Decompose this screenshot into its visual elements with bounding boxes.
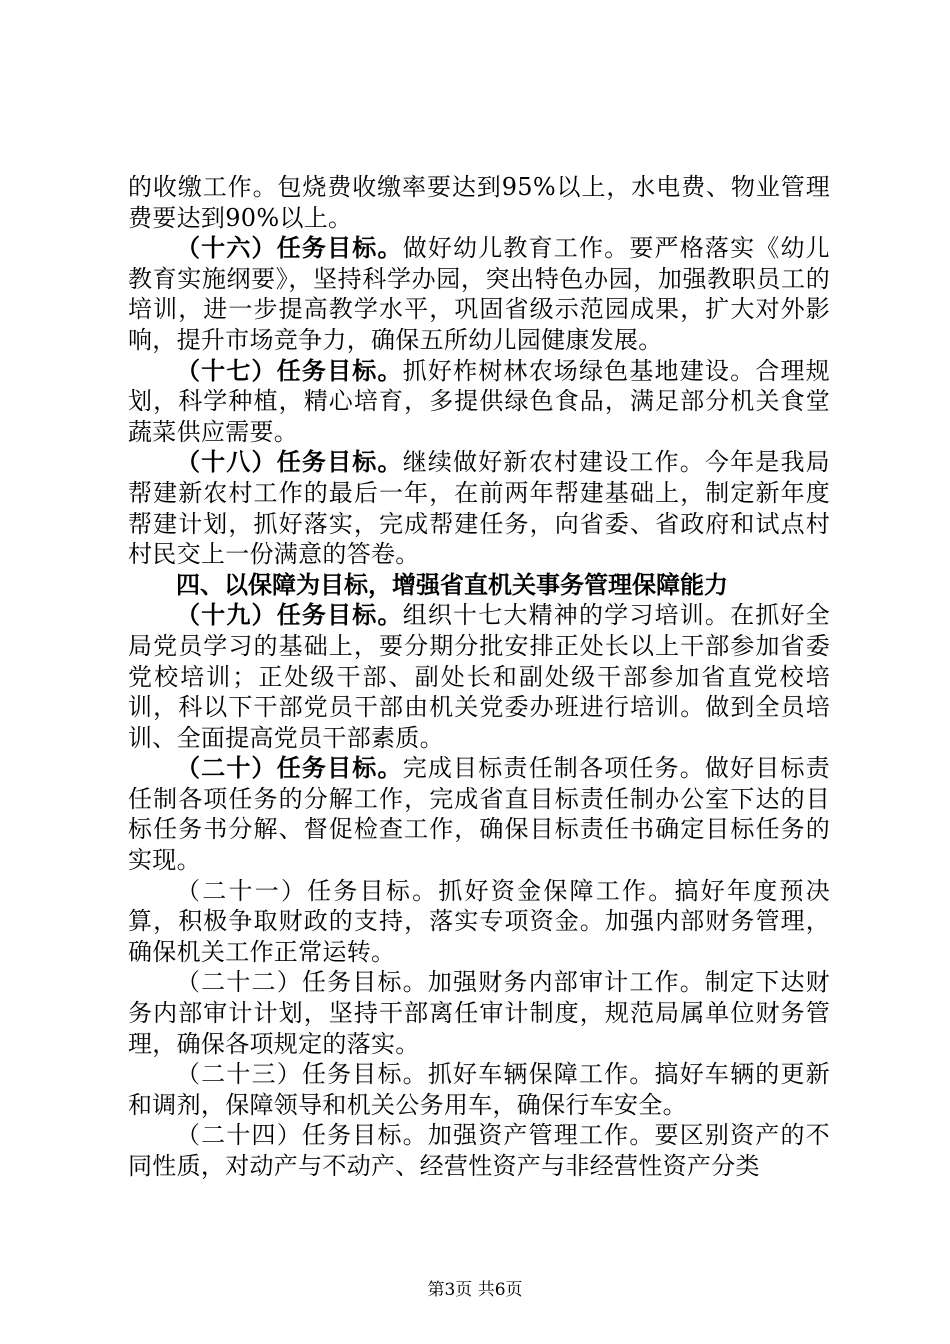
paragraph-1 [128,172,830,233]
paragraph-text: 抓好柞树林农场绿色基地建设。合理规划，科学种植，精心培育，多提供绿色食品，满足部分机关食堂蔬菜供应需要。 [128,356,830,446]
paragraph-text: 的收缴工作。包烧费收缴率要达到95%以上，水电费、物业管理费要达到90%以上。 [128,173,830,232]
paragraph-text: （二十一）任务目标。抓好资金保障工作。搞好年度预决算，积极争取财政的支持，落实专项资金。加强内部财务管理，确保机关工作正常运转。 [128,876,830,966]
paragraph-lead: （二十）任务目标。 [176,754,403,783]
paragraph-24 [128,1120,830,1181]
paragraph-16 [128,233,830,355]
paragraph-text: 做好幼儿教育工作。要严格落实《幼儿教育实施纲要》，坚持科学办园，突出特色办园，加强教职员工的培训，进一步提高教学水平，巩固省级示范园成果，扩大对外影响，提升市场竞争力，确保五所幼儿园健康发展。 [128,234,830,354]
paragraph-18 [128,447,830,569]
paragraph-lead: （十七）任务目标。 [176,356,403,385]
paragraph-text: （二十三）任务目标。抓好车辆保障工作。搞好车辆的更新和调剂，保障领导和机关公务用车，确保行车安全。 [128,1060,830,1119]
paragraph-text: （二十二）任务目标。加强财务内部审计工作。制定下达财务内部审计计划，坚持干部离任审计制度，规范局属单位财务管理，确保各项规定的落实。 [128,968,830,1058]
page-number-footer: 第3页 共6页 [427,1280,523,1300]
paragraph-text: 完成目标责任制各项任务。做好目标责任制各项任务的分解工作，完成省直目标责任制办公室下达的目标任务书分解、督促检查工作，确保目标责任书确定目标任务的实现。 [128,754,830,875]
document-body [128,172,830,1182]
paragraph-17 [128,356,830,448]
paragraph-23 [128,1059,830,1120]
paragraph-text: 继续做好新农村建设工作。今年是我局帮建新农村工作的最后一年，在前两年帮建基础上，制定新年度帮建计划，抓好落实，完成帮建任务，向省委、省政府和试点村村民交上一份满意的答卷。 [128,448,830,569]
paragraph-21 [128,876,830,968]
paragraph-22 [128,967,830,1059]
paragraph-text: （二十四）任务目标。加强资产管理工作。要区别资产的不同性质，对动产与不动产、经营性资产与非经营性资产分类 [128,1121,830,1180]
paragraph-lead: （十六）任务目标。 [176,234,403,263]
paragraph-lead: （十九）任务目标。 [176,601,403,630]
paragraph-19 [128,600,830,753]
paragraph-20 [128,753,830,875]
paragraph-text: 组织十七大精神的学习培训。在抓好全局党员学习的基础上，要分期分批安排正处长以上干部参加省委党校培训；正处级干部、副处长和副处级干部参加省直党校培训，科以下干部党员干部由机关党委办班进行培训。做到全员培训、全面提高党员干部素质。 [128,601,830,752]
section-heading: 四、以保障为目标，增强省直机关事务管理保障能力 [176,570,728,599]
paragraph-lead: （十八）任务目标。 [176,448,403,477]
